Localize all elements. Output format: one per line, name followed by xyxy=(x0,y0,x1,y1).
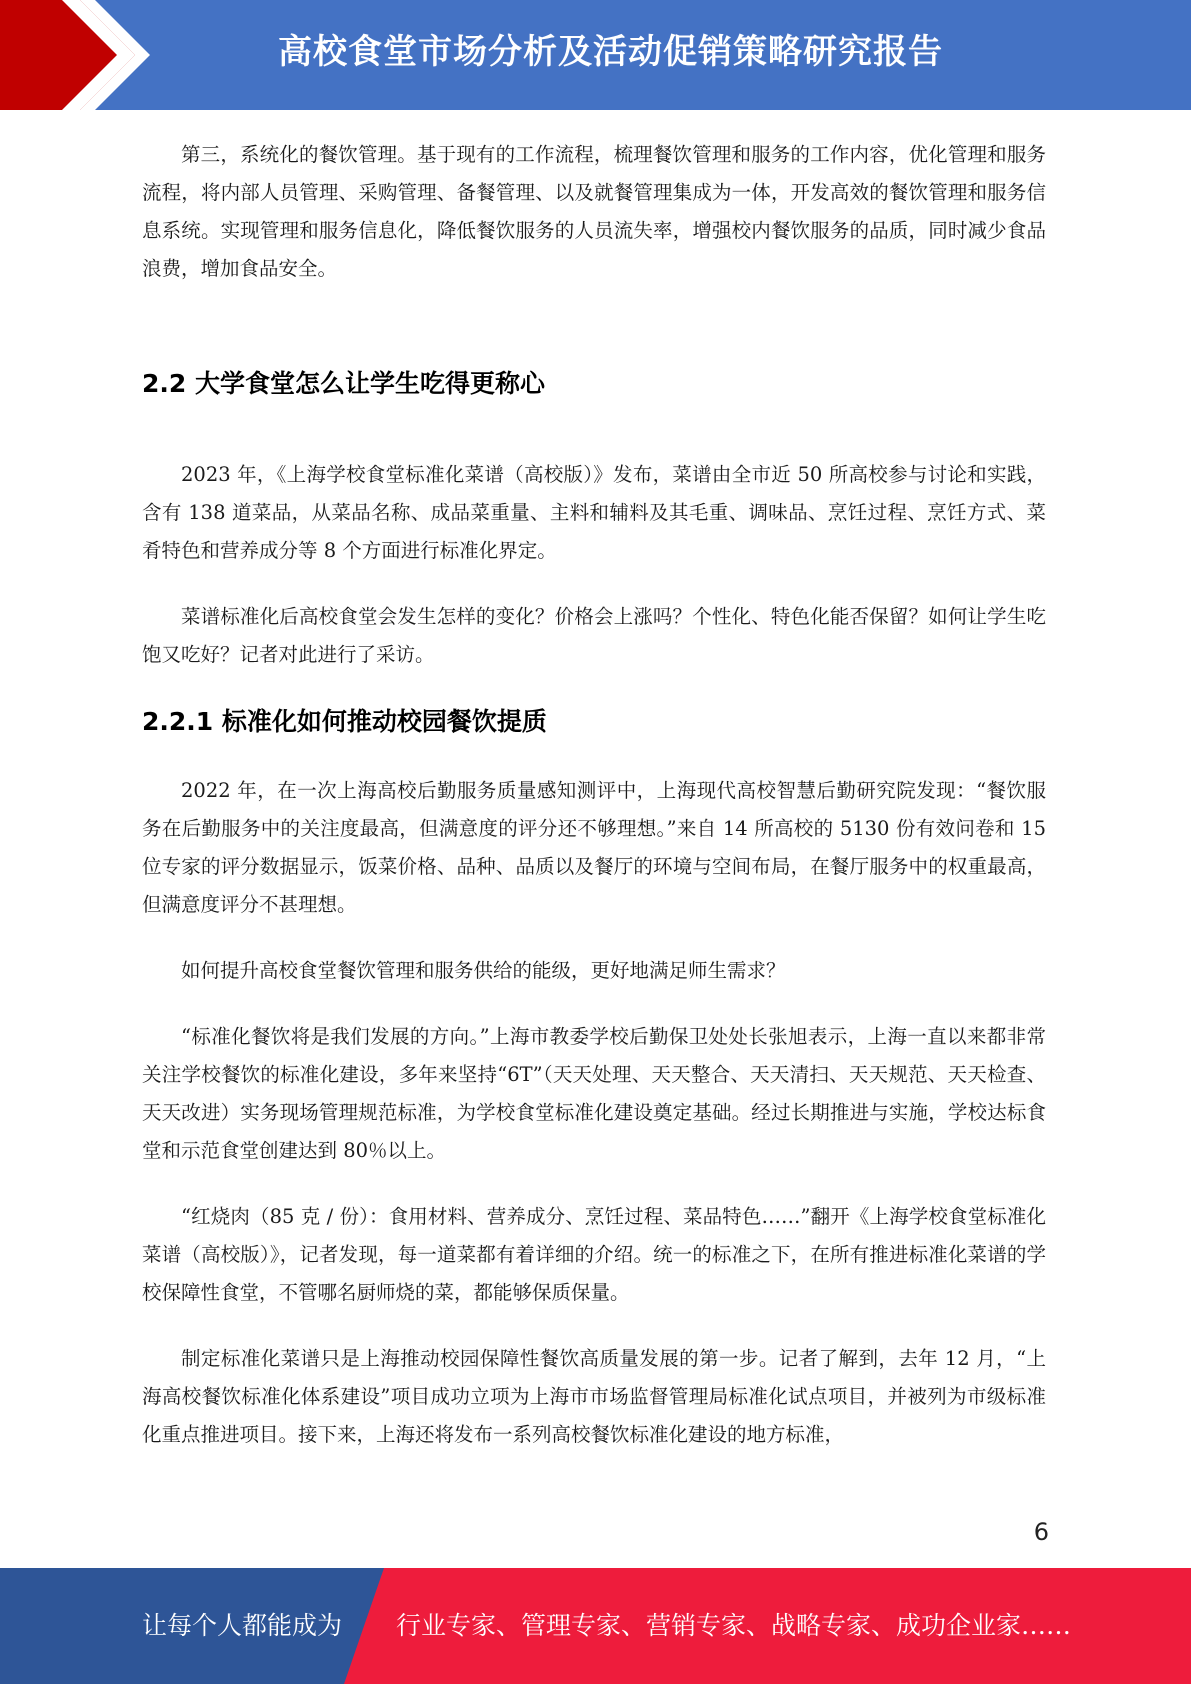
footer-slogan-left: 让每个人都能成为 xyxy=(142,1611,343,1640)
page-content xyxy=(142,136,1046,1454)
paragraph-systematic-management: 第三，系统化的餐饮管理。基于现有的工作流程，梳理餐饮管理和服务的工作内容，优化管理和服务流程，将内部人员管理、采购管理、备餐管理、以及就餐管理集成为一体，开发高效的餐饮管理和服务信息系统。实现管理和服务信息化，降低餐饮服务的人员流失率，增强校内餐饮服务的品质，同时减少食品浪费，增加食品安全。 xyxy=(142,143,1046,280)
paragraph-braised-pork: “红烧肉（85 克 / 份）：食用材料、营养成分、烹饪过程、菜品特色……”翻开《上海学校食堂标准化菜谱（高校版）》，记者发现，每一道菜都有着详细的介绍。统一的标准之下，在所有推进标准化菜谱的学校保障性食堂，不管哪名厨师烧的菜，都能够保质保量。 xyxy=(142,1205,1046,1304)
paragraph-first-step: 制定标准化菜谱只是上海推动校园保障性餐饮高质量发展的第一步。记者了解到，去年 12 月，“上海高校餐饮标准化体系建设”项目成功立项为上海市市场监督管理局标准化试点项目，并被列为市级标准化重点推进项目。接下来，上海还将发布一系列高校餐饮标准化建设的地方标准， xyxy=(142,1347,1046,1446)
footer-slogan-right: 行业专家、管理专家、营销专家、战略专家、成功企业家…… xyxy=(396,1611,1072,1640)
report-title: 高校食堂市场分析及活动促销策略研究报告 xyxy=(278,32,943,72)
paragraph-survey-2022: 2022 年，在一次上海高校后勤服务质量感知测评中，上海现代高校智慧后勤研究院发现：“餐饮服务在后勤服务中的关注度最高，但满意度的评分还不够理想。”来自 14 所高校的 5130 份有效问卷和 15 位专家的评分数据显示，饭菜价格、品种、品质以及餐厅的环境与空间布局，在餐厅服务中的权重最高，但满意度评分不甚理想。 xyxy=(142,779,1046,916)
section-heading-2-2-1: 2.2.1 标准化如何推动校园餐饮提质 xyxy=(142,707,547,736)
page-number: 6 xyxy=(1033,1518,1049,1546)
page-header xyxy=(0,0,1191,110)
header-chevron-decoration xyxy=(0,0,150,110)
paragraph-questions: 菜谱标准化后高校食堂会发生怎样的变化？价格会上涨吗？个性化、特色化能否保留？如何让学生吃饱又吃好？记者对此进行了采访。 xyxy=(142,605,1046,666)
section-heading-2-2: 2.2 大学食堂怎么让学生吃得更称心 xyxy=(142,369,545,398)
page-footer xyxy=(0,1568,1191,1684)
paragraph-standard-menu-release: 2023 年，《上海学校食堂标准化菜谱（高校版）》发布，菜谱由全市近 50 所高校参与讨论和实践，含有 138 道菜品，从菜品名称、成品菜重量、主料和辅料及其毛重、调味品、烹饪过程、烹饪方式、菜肴特色和营养成分等 8 个方面进行标准化界定。 xyxy=(142,463,1046,562)
paragraph-standardization-direction: “标准化餐饮将是我们发展的方向。”上海市教委学校后勤保卫处处长张旭表示，上海一直以来都非常关注学校餐饮的标准化建设，多年来坚持“6T”（天天处理、天天整合、天天清扫、天天规范、天天检查、天天改进）实务现场管理规范标准，为学校食堂标准化建设奠定基础。经过长期推进与实施，学校达标食堂和示范食堂创建达到 80％以上。 xyxy=(142,1025,1046,1162)
paragraph-how-to-improve: 如何提升高校食堂餐饮管理和服务供给的能级，更好地满足师生需求？ xyxy=(181,959,786,982)
